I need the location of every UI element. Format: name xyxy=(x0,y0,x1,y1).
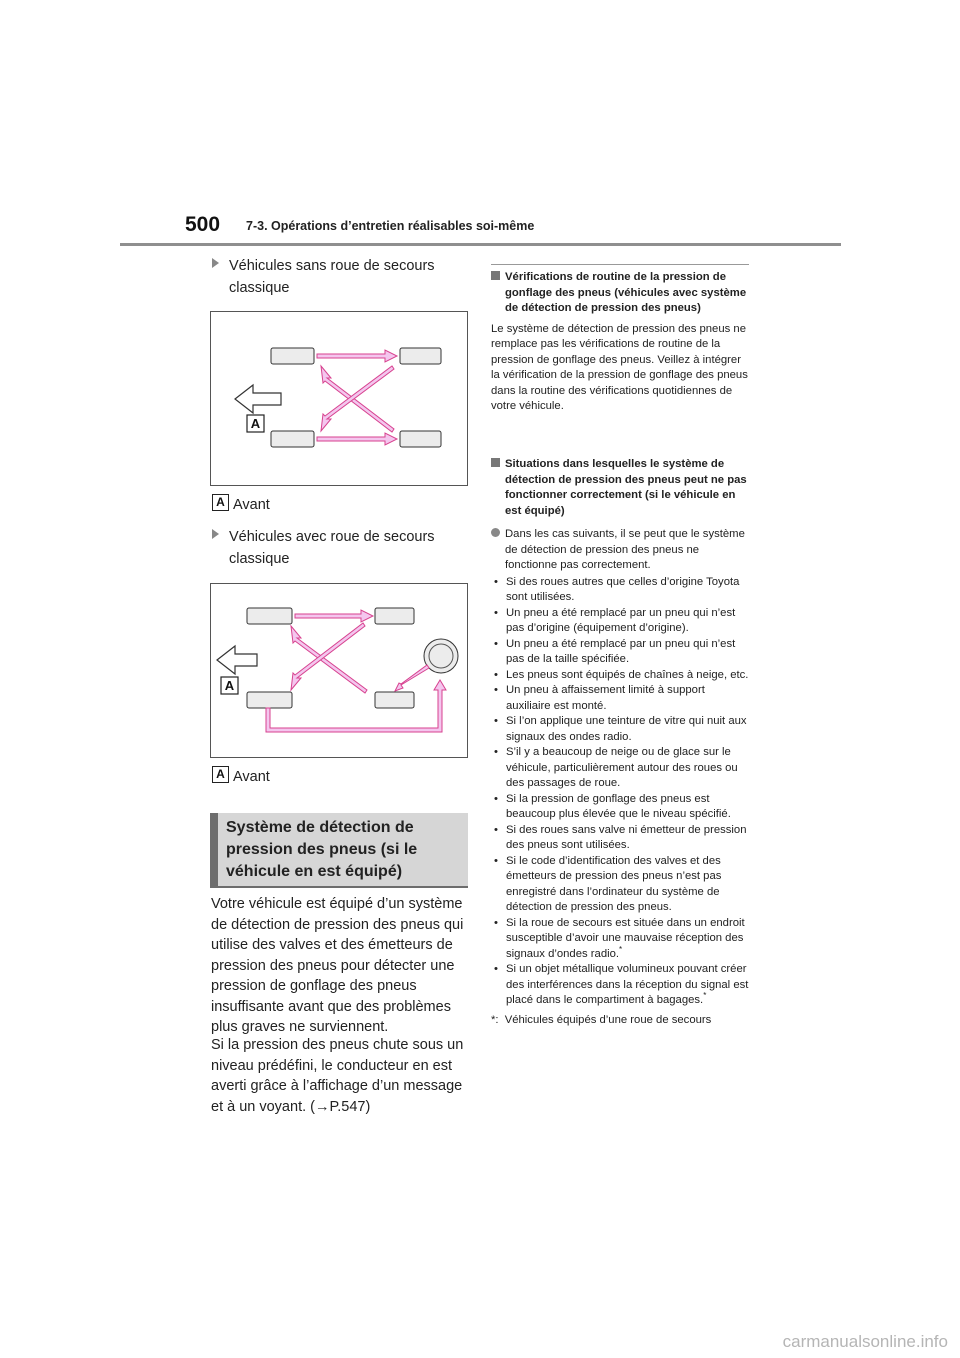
list-item: • S’il y a beaucoup de neige ou de glace sur le véhicule, particulièrement autour des roues ou des passages de roue. xyxy=(491,745,749,792)
square-bullet-icon xyxy=(491,458,500,467)
circle-bullet-icon xyxy=(491,528,500,537)
tire-rear-right xyxy=(375,692,414,708)
list-item: • Si la pression de gonflage des pneus est beaucoup plus élevée que le niveau spécifié. xyxy=(491,792,749,823)
caption-front-2: Avant xyxy=(233,769,270,785)
tire-rear-left xyxy=(247,692,292,708)
tire-front-left xyxy=(247,608,292,624)
rotation-2-item xyxy=(212,526,462,570)
situations-heading-row xyxy=(491,457,749,519)
metal-object-text: Si un objet métallique volumineux pouvant créer des interférences dans la réception du signal est placé dans le compartiment à bagages. xyxy=(506,963,749,1006)
caption-badge-1: A xyxy=(212,494,229,511)
tire-front-right xyxy=(375,608,414,624)
tire-rear-right xyxy=(400,431,441,447)
list-item: • Si des roues sans valve ni émetteur de pression des pneus sont utilisées. xyxy=(491,823,749,854)
routine-heading-row xyxy=(491,270,749,317)
arrow-front xyxy=(317,350,397,362)
list-item: • Si des roues autres que celles d’origine Toyota sont utilisées. xyxy=(491,575,749,606)
front-direction-arrow-icon xyxy=(217,646,257,674)
list-item-spare-reception xyxy=(491,916,749,963)
square-bullet-icon xyxy=(491,271,500,280)
rotation-1-text: Véhicules sans roue de secours classique xyxy=(229,258,435,296)
routine-section xyxy=(491,270,749,415)
tire-rear-left xyxy=(271,431,314,447)
arrow-front xyxy=(295,610,373,622)
section-title: 7-3. Opérations d’entretien réalisables soi-même xyxy=(246,219,535,233)
arrow-bullet-icon xyxy=(212,529,219,539)
arrow-rear xyxy=(317,433,397,445)
routine-heading: Vérifications de routine de la pression de gonflage des pneus (véhicules avec système de détection de pression des pneus) xyxy=(505,271,747,314)
situations-list xyxy=(491,575,749,1009)
page-number: 500 xyxy=(185,213,221,236)
right-top-rule xyxy=(491,264,749,265)
system-heading-box xyxy=(210,813,468,886)
rotation-diagram-1 xyxy=(210,311,468,486)
situations-intro-row xyxy=(491,527,749,574)
situations-heading: Situations dans lesquelles le système de détection de pression des pneus peut ne pas fonctionner correctement (si le véhicule en est équipé) xyxy=(505,458,747,517)
spare-reception-text: Si la roue de secours est située dans un endroit susceptible d’avoir une mauvaise réception des signaux d’ondes radio. xyxy=(506,916,745,960)
list-item: • Si l’on applique une teinture de vitre qui nuit aux signaux des ondes radio. xyxy=(491,714,749,745)
front-direction-arrow-icon xyxy=(235,385,281,413)
tire-front-left xyxy=(271,348,314,364)
list-item: • Un pneu a été remplacé par un pneu qui n’est pas de la taille spécifiée. xyxy=(491,637,749,668)
tire-front-right xyxy=(400,348,441,364)
arrow-diagonal-up xyxy=(291,626,367,693)
footnote xyxy=(491,1013,749,1029)
list-item: • Si le code d’identification des valves et des émetteurs de pression des pneus n’est pas enregistré dans l’ordinateur du système de détection de pression des pneus. xyxy=(491,854,749,916)
situations-intro: Dans les cas suivants, il se peut que le système de détection de pression des pneus ne fonctionne pas correctement. xyxy=(505,528,745,571)
asterisk-marker: * xyxy=(619,944,623,954)
rotation-1-item xyxy=(212,255,462,299)
system-paragraph-2: Si la pression des pneus chute sous un niveau prédéfini, le conducteur en est averti grâce à l’affichage d’un message et à un voyant. (→P.547) xyxy=(211,1037,464,1115)
caption-front-1: Avant xyxy=(233,497,270,513)
footnote-text: Véhicules équipés d’une roue de secours xyxy=(504,1013,712,1026)
arrow-spare-to-rear xyxy=(395,665,429,691)
caption-badge-2: A xyxy=(212,766,229,783)
footer-watermark[interactable]: carmanualsonline.info xyxy=(782,1332,948,1351)
header-rule xyxy=(120,243,841,246)
system-paragraph-1: Votre véhicule est équipé d’un système de détection de pression des pneus qui utilise des valves et des émetteurs de pression des pneus pour détecter une pression de gonflage des pneus insuffisante avant que des problèmes plus graves ne surviennent. xyxy=(211,896,464,1035)
system-heading-rule xyxy=(210,886,468,888)
figure-badge-label: A xyxy=(224,678,235,693)
rotation-2-text: Véhicules avec roue de secours classique xyxy=(229,529,435,567)
list-item: • Un pneu à affaissement limité à support auxiliaire est monté. xyxy=(491,683,749,714)
situations-section xyxy=(491,457,749,1028)
footnote-marker: *: xyxy=(491,1013,499,1026)
routine-text: Le système de détection de pression des pneus ne remplace pas les vérifications de routine de la pression de gonflage des pneus. Veillez à intégrer la vérification de la pression de gonflage des pneus dans la routine des vérifications quotidiennes de votre véhicule. xyxy=(491,322,748,412)
system-heading: Système de détection de pression des pneus (si le véhicule en est équipé) xyxy=(226,819,418,880)
list-item: • Un pneu a été remplacé par un pneu qui n’est pas d’origine (équipement d’origine). xyxy=(491,606,749,637)
figure-badge-label: A xyxy=(250,416,261,431)
asterisk-marker: * xyxy=(703,991,707,1001)
rotation-diagram-2 xyxy=(210,583,468,758)
arrow-bullet-icon xyxy=(212,258,219,268)
list-item: • Les pneus sont équipés de chaînes à neige, etc. xyxy=(491,668,749,684)
list-item-metal-object xyxy=(491,962,749,1009)
